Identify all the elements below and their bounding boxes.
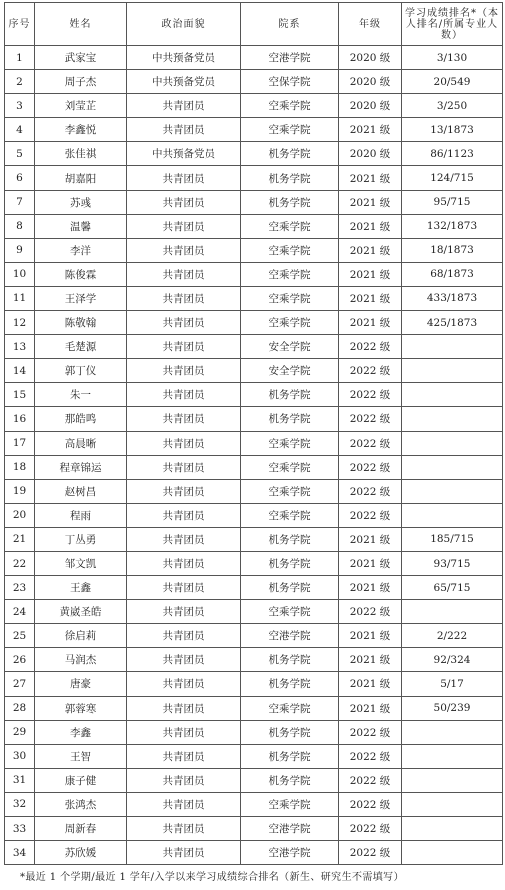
cell-political-status: 中共预备党员 xyxy=(127,142,241,166)
table-row xyxy=(5,479,503,503)
cell-academic-rank: 2/222 xyxy=(402,624,503,648)
cell-academic-rank xyxy=(402,335,503,359)
table-row xyxy=(5,118,503,142)
cell-political-status: 中共预备党员 xyxy=(127,70,241,94)
header-grade: 年级 xyxy=(339,3,402,46)
cell-academic-rank: 433/1873 xyxy=(402,286,503,310)
cell-name: 陈俊霖 xyxy=(35,262,127,286)
cell-academic-rank: 92/324 xyxy=(402,648,503,672)
cell-political-status: 共青团员 xyxy=(127,527,241,551)
cell-grade: 2020 级 xyxy=(339,70,402,94)
cell-name: 武家宝 xyxy=(35,46,127,70)
student-roster-table xyxy=(4,2,503,865)
cell-department: 空港学院 xyxy=(241,841,339,865)
table-row xyxy=(5,190,503,214)
cell-department: 空乘学院 xyxy=(241,238,339,262)
table-row xyxy=(5,166,503,190)
cell-grade: 2021 级 xyxy=(339,648,402,672)
cell-grade: 2020 级 xyxy=(339,142,402,166)
header-academic-rank: 学习成绩排名*（本人排名/所属专业人数） xyxy=(402,3,503,46)
table-row xyxy=(5,407,503,431)
cell-name: 程章锦运 xyxy=(35,455,127,479)
cell-political-status: 共青团员 xyxy=(127,311,241,335)
cell-political-status: 共青团员 xyxy=(127,624,241,648)
cell-index: 16 xyxy=(5,407,35,431)
cell-academic-rank: 65/715 xyxy=(402,576,503,600)
cell-name: 刘莹芷 xyxy=(35,94,127,118)
cell-name: 徐启莉 xyxy=(35,624,127,648)
table-row xyxy=(5,720,503,744)
cell-index: 3 xyxy=(5,94,35,118)
footnote: *最近 1 个学期/最近 1 学年/入学以来学习成绩综合排名（新生、研究生不需填写） xyxy=(20,872,404,883)
cell-index: 15 xyxy=(5,383,35,407)
cell-grade: 2022 级 xyxy=(339,503,402,527)
cell-name: 苏彧 xyxy=(35,190,127,214)
cell-index: 14 xyxy=(5,359,35,383)
cell-academic-rank xyxy=(402,359,503,383)
cell-index: 6 xyxy=(5,166,35,190)
cell-name: 张佳祺 xyxy=(35,142,127,166)
cell-index: 26 xyxy=(5,648,35,672)
table-row xyxy=(5,142,503,166)
table-row xyxy=(5,214,503,238)
cell-index: 18 xyxy=(5,455,35,479)
cell-academic-rank: 13/1873 xyxy=(402,118,503,142)
cell-department: 空乘学院 xyxy=(241,262,339,286)
cell-political-status: 共青团员 xyxy=(127,744,241,768)
cell-grade: 2022 级 xyxy=(339,744,402,768)
cell-grade: 2021 级 xyxy=(339,238,402,262)
cell-academic-rank xyxy=(402,455,503,479)
cell-index: 17 xyxy=(5,431,35,455)
cell-department: 空乘学院 xyxy=(241,431,339,455)
cell-index: 20 xyxy=(5,503,35,527)
cell-academic-rank: 425/1873 xyxy=(402,311,503,335)
cell-political-status: 共青团员 xyxy=(127,648,241,672)
cell-grade: 2022 级 xyxy=(339,792,402,816)
cell-name: 苏欣媛 xyxy=(35,841,127,865)
cell-index: 29 xyxy=(5,720,35,744)
cell-department: 机务学院 xyxy=(241,648,339,672)
table-row xyxy=(5,841,503,865)
cell-name: 郭蓉寒 xyxy=(35,696,127,720)
cell-academic-rank xyxy=(402,817,503,841)
cell-name: 李洋 xyxy=(35,238,127,262)
cell-grade: 2022 级 xyxy=(339,407,402,431)
cell-department: 机务学院 xyxy=(241,576,339,600)
header-name: 姓名 xyxy=(35,3,127,46)
cell-academic-rank xyxy=(402,744,503,768)
table-row xyxy=(5,648,503,672)
cell-index: 32 xyxy=(5,792,35,816)
cell-name: 邹文凯 xyxy=(35,551,127,575)
cell-political-status: 中共预备党员 xyxy=(127,46,241,70)
cell-grade: 2022 级 xyxy=(339,720,402,744)
table-row xyxy=(5,311,503,335)
cell-grade: 2021 级 xyxy=(339,166,402,190)
cell-grade: 2022 级 xyxy=(339,817,402,841)
header-political-status: 政治面貌 xyxy=(127,3,241,46)
cell-name: 赵树昌 xyxy=(35,479,127,503)
cell-name: 李鑫 xyxy=(35,720,127,744)
header-index: 序号 xyxy=(5,3,35,46)
cell-political-status: 共青团员 xyxy=(127,118,241,142)
cell-grade: 2022 级 xyxy=(339,455,402,479)
cell-name: 陈敬翰 xyxy=(35,311,127,335)
cell-name: 郭丁仪 xyxy=(35,359,127,383)
cell-academic-rank: 50/239 xyxy=(402,696,503,720)
cell-department: 空乘学院 xyxy=(241,479,339,503)
cell-grade: 2021 级 xyxy=(339,311,402,335)
cell-department: 安全学院 xyxy=(241,335,339,359)
cell-department: 机务学院 xyxy=(241,551,339,575)
cell-academic-rank xyxy=(402,407,503,431)
cell-name: 程雨 xyxy=(35,503,127,527)
cell-political-status: 共青团员 xyxy=(127,551,241,575)
cell-index: 8 xyxy=(5,214,35,238)
cell-political-status: 共青团员 xyxy=(127,407,241,431)
cell-political-status: 共青团员 xyxy=(127,503,241,527)
cell-political-status: 共青团员 xyxy=(127,576,241,600)
table-row xyxy=(5,46,503,70)
cell-political-status: 共青团员 xyxy=(127,720,241,744)
cell-name: 高晨晰 xyxy=(35,431,127,455)
cell-index: 24 xyxy=(5,600,35,624)
table-row xyxy=(5,262,503,286)
cell-department: 机务学院 xyxy=(241,166,339,190)
table-header xyxy=(5,3,503,46)
cell-department: 机务学院 xyxy=(241,383,339,407)
cell-political-status: 共青团员 xyxy=(127,768,241,792)
cell-department: 安全学院 xyxy=(241,359,339,383)
cell-index: 9 xyxy=(5,238,35,262)
cell-academic-rank xyxy=(402,720,503,744)
cell-political-status: 共青团员 xyxy=(127,286,241,310)
cell-grade: 2021 级 xyxy=(339,576,402,600)
cell-department: 空乘学院 xyxy=(241,214,339,238)
cell-index: 13 xyxy=(5,335,35,359)
cell-index: 5 xyxy=(5,142,35,166)
cell-grade: 2021 级 xyxy=(339,190,402,214)
cell-department: 空乘学院 xyxy=(241,696,339,720)
cell-political-status: 共青团员 xyxy=(127,335,241,359)
cell-grade: 2021 级 xyxy=(339,286,402,310)
cell-department: 空乘学院 xyxy=(241,118,339,142)
cell-academic-rank: 3/130 xyxy=(402,46,503,70)
cell-grade: 2022 级 xyxy=(339,431,402,455)
cell-political-status: 共青团员 xyxy=(127,479,241,503)
header-department: 院系 xyxy=(241,3,339,46)
cell-political-status: 共青团员 xyxy=(127,166,241,190)
table-row xyxy=(5,335,503,359)
cell-name: 温馨 xyxy=(35,214,127,238)
table-row xyxy=(5,576,503,600)
cell-grade: 2020 级 xyxy=(339,46,402,70)
cell-name: 周子杰 xyxy=(35,70,127,94)
cell-name: 那皓鸣 xyxy=(35,407,127,431)
cell-grade: 2021 级 xyxy=(339,214,402,238)
table-row xyxy=(5,768,503,792)
cell-academic-rank xyxy=(402,503,503,527)
cell-grade: 2020 级 xyxy=(339,94,402,118)
table-row xyxy=(5,94,503,118)
cell-academic-rank: 86/1123 xyxy=(402,142,503,166)
cell-grade: 2022 级 xyxy=(339,600,402,624)
cell-political-status: 共青团员 xyxy=(127,455,241,479)
cell-academic-rank: 132/1873 xyxy=(402,214,503,238)
cell-political-status: 共青团员 xyxy=(127,190,241,214)
cell-department: 空乘学院 xyxy=(241,94,339,118)
table-row xyxy=(5,70,503,94)
cell-department: 机务学院 xyxy=(241,768,339,792)
cell-political-status: 共青团员 xyxy=(127,817,241,841)
table-row xyxy=(5,600,503,624)
cell-grade: 2021 级 xyxy=(339,551,402,575)
table-row xyxy=(5,455,503,479)
cell-political-status: 共青团员 xyxy=(127,792,241,816)
table-row xyxy=(5,503,503,527)
cell-academic-rank: 18/1873 xyxy=(402,238,503,262)
cell-name: 周新春 xyxy=(35,817,127,841)
cell-index: 12 xyxy=(5,311,35,335)
cell-department: 空港学院 xyxy=(241,46,339,70)
table-row xyxy=(5,792,503,816)
cell-index: 7 xyxy=(5,190,35,214)
cell-department: 空保学院 xyxy=(241,70,339,94)
cell-political-status: 共青团员 xyxy=(127,696,241,720)
cell-political-status: 共青团员 xyxy=(127,94,241,118)
cell-political-status: 共青团员 xyxy=(127,600,241,624)
cell-academic-rank xyxy=(402,792,503,816)
cell-political-status: 共青团员 xyxy=(127,214,241,238)
cell-department: 机务学院 xyxy=(241,407,339,431)
cell-index: 19 xyxy=(5,479,35,503)
table-row xyxy=(5,672,503,696)
cell-index: 33 xyxy=(5,817,35,841)
cell-political-status: 共青团员 xyxy=(127,359,241,383)
cell-grade: 2021 级 xyxy=(339,696,402,720)
table-row xyxy=(5,383,503,407)
cell-index: 1 xyxy=(5,46,35,70)
cell-index: 34 xyxy=(5,841,35,865)
cell-index: 2 xyxy=(5,70,35,94)
cell-name: 黄崴圣皓 xyxy=(35,600,127,624)
cell-department: 空乘学院 xyxy=(241,286,339,310)
cell-academic-rank: 68/1873 xyxy=(402,262,503,286)
cell-department: 空港学院 xyxy=(241,624,339,648)
table-body xyxy=(5,46,503,865)
table-row xyxy=(5,359,503,383)
cell-department: 机务学院 xyxy=(241,527,339,551)
cell-political-status: 共青团员 xyxy=(127,262,241,286)
table-row xyxy=(5,431,503,455)
cell-grade: 2021 级 xyxy=(339,118,402,142)
cell-index: 11 xyxy=(5,286,35,310)
cell-academic-rank xyxy=(402,383,503,407)
cell-name: 张鸿杰 xyxy=(35,792,127,816)
cell-department: 机务学院 xyxy=(241,672,339,696)
cell-grade: 2022 级 xyxy=(339,768,402,792)
table-row xyxy=(5,744,503,768)
table-row xyxy=(5,527,503,551)
cell-academic-rank: 124/715 xyxy=(402,166,503,190)
cell-political-status: 共青团员 xyxy=(127,431,241,455)
cell-grade: 2022 级 xyxy=(339,335,402,359)
cell-department: 空港学院 xyxy=(241,817,339,841)
cell-index: 30 xyxy=(5,744,35,768)
cell-index: 31 xyxy=(5,768,35,792)
cell-name: 王智 xyxy=(35,744,127,768)
cell-political-status: 共青团员 xyxy=(127,238,241,262)
cell-political-status: 共青团员 xyxy=(127,672,241,696)
cell-index: 23 xyxy=(5,576,35,600)
cell-academic-rank: 20/549 xyxy=(402,70,503,94)
cell-grade: 2021 级 xyxy=(339,672,402,696)
cell-index: 25 xyxy=(5,624,35,648)
cell-political-status: 共青团员 xyxy=(127,841,241,865)
cell-name: 康子健 xyxy=(35,768,127,792)
header-row xyxy=(5,3,503,46)
cell-department: 空乘学院 xyxy=(241,311,339,335)
cell-academic-rank xyxy=(402,600,503,624)
cell-name: 李鑫悦 xyxy=(35,118,127,142)
cell-index: 21 xyxy=(5,527,35,551)
cell-name: 朱一 xyxy=(35,383,127,407)
table-row xyxy=(5,286,503,310)
cell-department: 空乘学院 xyxy=(241,455,339,479)
table-row xyxy=(5,817,503,841)
cell-name: 唐豪 xyxy=(35,672,127,696)
cell-academic-rank: 95/715 xyxy=(402,190,503,214)
cell-grade: 2022 级 xyxy=(339,479,402,503)
cell-name: 王鑫 xyxy=(35,576,127,600)
cell-academic-rank xyxy=(402,768,503,792)
cell-name: 丁丛勇 xyxy=(35,527,127,551)
table-row xyxy=(5,624,503,648)
cell-department: 空乘学院 xyxy=(241,503,339,527)
table-row xyxy=(5,551,503,575)
cell-academic-rank xyxy=(402,841,503,865)
cell-department: 空乘学院 xyxy=(241,600,339,624)
cell-grade: 2021 级 xyxy=(339,262,402,286)
cell-grade: 2022 级 xyxy=(339,841,402,865)
cell-index: 27 xyxy=(5,672,35,696)
cell-index: 4 xyxy=(5,118,35,142)
cell-academic-rank: 93/715 xyxy=(402,551,503,575)
cell-political-status: 共青团员 xyxy=(127,383,241,407)
cell-name: 胡嘉阳 xyxy=(35,166,127,190)
cell-academic-rank xyxy=(402,479,503,503)
cell-academic-rank: 5/17 xyxy=(402,672,503,696)
cell-academic-rank xyxy=(402,431,503,455)
cell-name: 王泽学 xyxy=(35,286,127,310)
cell-name: 马润杰 xyxy=(35,648,127,672)
cell-department: 空乘学院 xyxy=(241,792,339,816)
cell-grade: 2021 级 xyxy=(339,527,402,551)
cell-grade: 2022 级 xyxy=(339,359,402,383)
cell-name: 毛楚源 xyxy=(35,335,127,359)
cell-academic-rank: 185/715 xyxy=(402,527,503,551)
cell-grade: 2021 级 xyxy=(339,624,402,648)
cell-index: 28 xyxy=(5,696,35,720)
cell-index: 10 xyxy=(5,262,35,286)
cell-department: 机务学院 xyxy=(241,744,339,768)
cell-department: 机务学院 xyxy=(241,720,339,744)
cell-grade: 2022 级 xyxy=(339,383,402,407)
cell-index: 22 xyxy=(5,551,35,575)
table-row xyxy=(5,238,503,262)
cell-academic-rank: 3/250 xyxy=(402,94,503,118)
cell-department: 机务学院 xyxy=(241,142,339,166)
table-row xyxy=(5,696,503,720)
cell-department: 机务学院 xyxy=(241,190,339,214)
